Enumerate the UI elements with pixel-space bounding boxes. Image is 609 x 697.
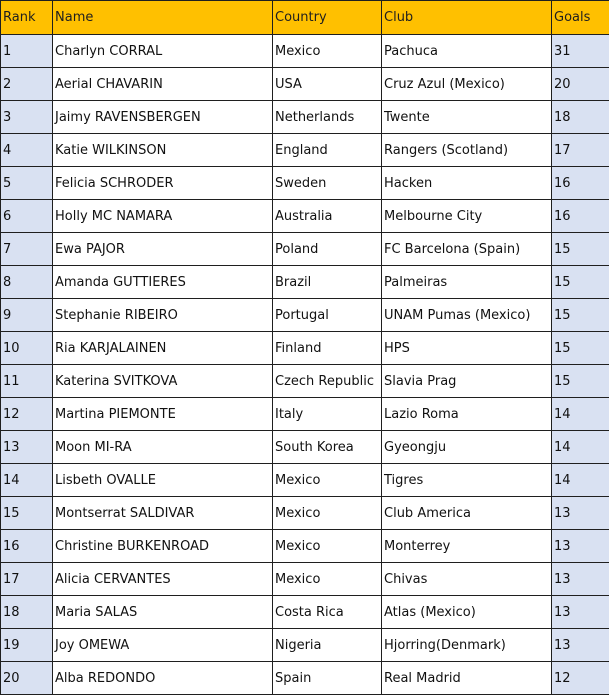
rank-cell: 15: [1, 497, 53, 530]
table-row: [1, 398, 609, 431]
table-row: [1, 365, 609, 398]
table-row: [1, 299, 609, 332]
goals-cell: 14: [552, 431, 609, 464]
table-row: [1, 167, 609, 200]
table-row: [1, 101, 609, 134]
goals-cell: 13: [552, 596, 609, 629]
rank-cell: 8: [1, 266, 53, 299]
club-cell: HPS: [382, 332, 552, 365]
goals-cell: 13: [552, 629, 609, 662]
country-cell: Nigeria: [273, 629, 382, 662]
rank-cell: 10: [1, 332, 53, 365]
club-cell: Chivas: [382, 563, 552, 596]
country-cell: USA: [273, 68, 382, 101]
club-cell: Hacken: [382, 167, 552, 200]
player-name-cell: Lisbeth OVALLE: [53, 464, 273, 497]
club-cell: Atlas (Mexico): [382, 596, 552, 629]
player-name-cell: Ria KARJALAINEN: [53, 332, 273, 365]
country-cell: Mexico: [273, 530, 382, 563]
goals-cell: 15: [552, 233, 609, 266]
country-cell: Mexico: [273, 497, 382, 530]
rank-cell: 18: [1, 596, 53, 629]
table-row: [1, 563, 609, 596]
header-name: Name: [53, 1, 273, 35]
table-row: [1, 596, 609, 629]
header-rank: Rank: [1, 1, 53, 35]
table-row: [1, 662, 609, 695]
table-row: [1, 629, 609, 662]
rank-cell: 19: [1, 629, 53, 662]
club-cell: Gyeongju: [382, 431, 552, 464]
club-cell: Pachuca: [382, 35, 552, 68]
goals-cell: 14: [552, 398, 609, 431]
club-cell: FC Barcelona (Spain): [382, 233, 552, 266]
goals-cell: 13: [552, 497, 609, 530]
goals-cell: 15: [552, 299, 609, 332]
rank-cell: 4: [1, 134, 53, 167]
player-name-cell: Stephanie RIBEIRO: [53, 299, 273, 332]
table-row: [1, 530, 609, 563]
country-cell: Spain: [273, 662, 382, 695]
rank-cell: 13: [1, 431, 53, 464]
player-name-cell: Martina PIEMONTE: [53, 398, 273, 431]
player-name-cell: Amanda GUTTIERES: [53, 266, 273, 299]
club-cell: UNAM Pumas (Mexico): [382, 299, 552, 332]
club-cell: Real Madrid: [382, 662, 552, 695]
country-cell: Mexico: [273, 35, 382, 68]
rank-cell: 17: [1, 563, 53, 596]
rank-cell: 3: [1, 101, 53, 134]
club-cell: Slavia Prag: [382, 365, 552, 398]
goals-cell: 12: [552, 662, 609, 695]
player-name-cell: Joy OMEWA: [53, 629, 273, 662]
player-name-cell: Felicia SCHRODER: [53, 167, 273, 200]
player-name-cell: Alba REDONDO: [53, 662, 273, 695]
country-cell: Brazil: [273, 266, 382, 299]
country-cell: England: [273, 134, 382, 167]
header-row: [1, 1, 609, 35]
rank-cell: 6: [1, 200, 53, 233]
rank-cell: 20: [1, 662, 53, 695]
player-name-cell: Holly MC NAMARA: [53, 200, 273, 233]
club-cell: Cruz Azul (Mexico): [382, 68, 552, 101]
club-cell: Lazio Roma: [382, 398, 552, 431]
country-cell: Sweden: [273, 167, 382, 200]
rank-cell: 1: [1, 35, 53, 68]
country-cell: Czech Republic: [273, 365, 382, 398]
goals-cell: 17: [552, 134, 609, 167]
club-cell: Twente: [382, 101, 552, 134]
rank-cell: 16: [1, 530, 53, 563]
country-cell: Mexico: [273, 563, 382, 596]
country-cell: Costa Rica: [273, 596, 382, 629]
player-name-cell: Charlyn CORRAL: [53, 35, 273, 68]
player-name-cell: Montserrat SALDIVAR: [53, 497, 273, 530]
country-cell: Mexico: [273, 464, 382, 497]
club-cell: Hjorring(Denmark): [382, 629, 552, 662]
table-row: [1, 200, 609, 233]
goals-cell: 13: [552, 563, 609, 596]
country-cell: Finland: [273, 332, 382, 365]
table-header: [1, 1, 609, 35]
rank-cell: 9: [1, 299, 53, 332]
table-row: [1, 68, 609, 101]
country-cell: Italy: [273, 398, 382, 431]
player-name-cell: Katerina SVITKOVA: [53, 365, 273, 398]
player-name-cell: Ewa PAJOR: [53, 233, 273, 266]
table-row: [1, 134, 609, 167]
club-cell: Club America: [382, 497, 552, 530]
country-cell: Poland: [273, 233, 382, 266]
rank-cell: 2: [1, 68, 53, 101]
player-name-cell: Alicia CERVANTES: [53, 563, 273, 596]
goals-cell: 15: [552, 332, 609, 365]
goals-cell: 15: [552, 266, 609, 299]
rank-cell: 12: [1, 398, 53, 431]
goals-cell: 16: [552, 167, 609, 200]
table-body: [1, 35, 609, 695]
player-name-cell: Maria SALAS: [53, 596, 273, 629]
goals-cell: 15: [552, 365, 609, 398]
table-row: [1, 332, 609, 365]
player-name-cell: Christine BURKENROAD: [53, 530, 273, 563]
club-cell: Monterrey: [382, 530, 552, 563]
goals-cell: 16: [552, 200, 609, 233]
rank-cell: 11: [1, 365, 53, 398]
goals-cell: 14: [552, 464, 609, 497]
club-cell: Tigres: [382, 464, 552, 497]
goals-cell: 20: [552, 68, 609, 101]
player-name-cell: Aerial CHAVARIN: [53, 68, 273, 101]
rank-cell: 14: [1, 464, 53, 497]
table-row: [1, 497, 609, 530]
table-row: [1, 35, 609, 68]
club-cell: Rangers (Scotland): [382, 134, 552, 167]
goals-cell: 31: [552, 35, 609, 68]
player-name-cell: Moon MI-RA: [53, 431, 273, 464]
goals-cell: 13: [552, 530, 609, 563]
country-cell: Portugal: [273, 299, 382, 332]
country-cell: South Korea: [273, 431, 382, 464]
player-name-cell: Jaimy RAVENSBERGEN: [53, 101, 273, 134]
table-row: [1, 233, 609, 266]
goals-cell: 18: [552, 101, 609, 134]
header-country: Country: [273, 1, 382, 35]
table-row: [1, 431, 609, 464]
country-cell: Australia: [273, 200, 382, 233]
rank-cell: 7: [1, 233, 53, 266]
club-cell: Palmeiras: [382, 266, 552, 299]
table-row: [1, 464, 609, 497]
header-goals: Goals: [552, 1, 609, 35]
club-cell: Melbourne City: [382, 200, 552, 233]
table-row: [1, 266, 609, 299]
country-cell: Netherlands: [273, 101, 382, 134]
player-name-cell: Katie WILKINSON: [53, 134, 273, 167]
header-club: Club: [382, 1, 552, 35]
rank-cell: 5: [1, 167, 53, 200]
